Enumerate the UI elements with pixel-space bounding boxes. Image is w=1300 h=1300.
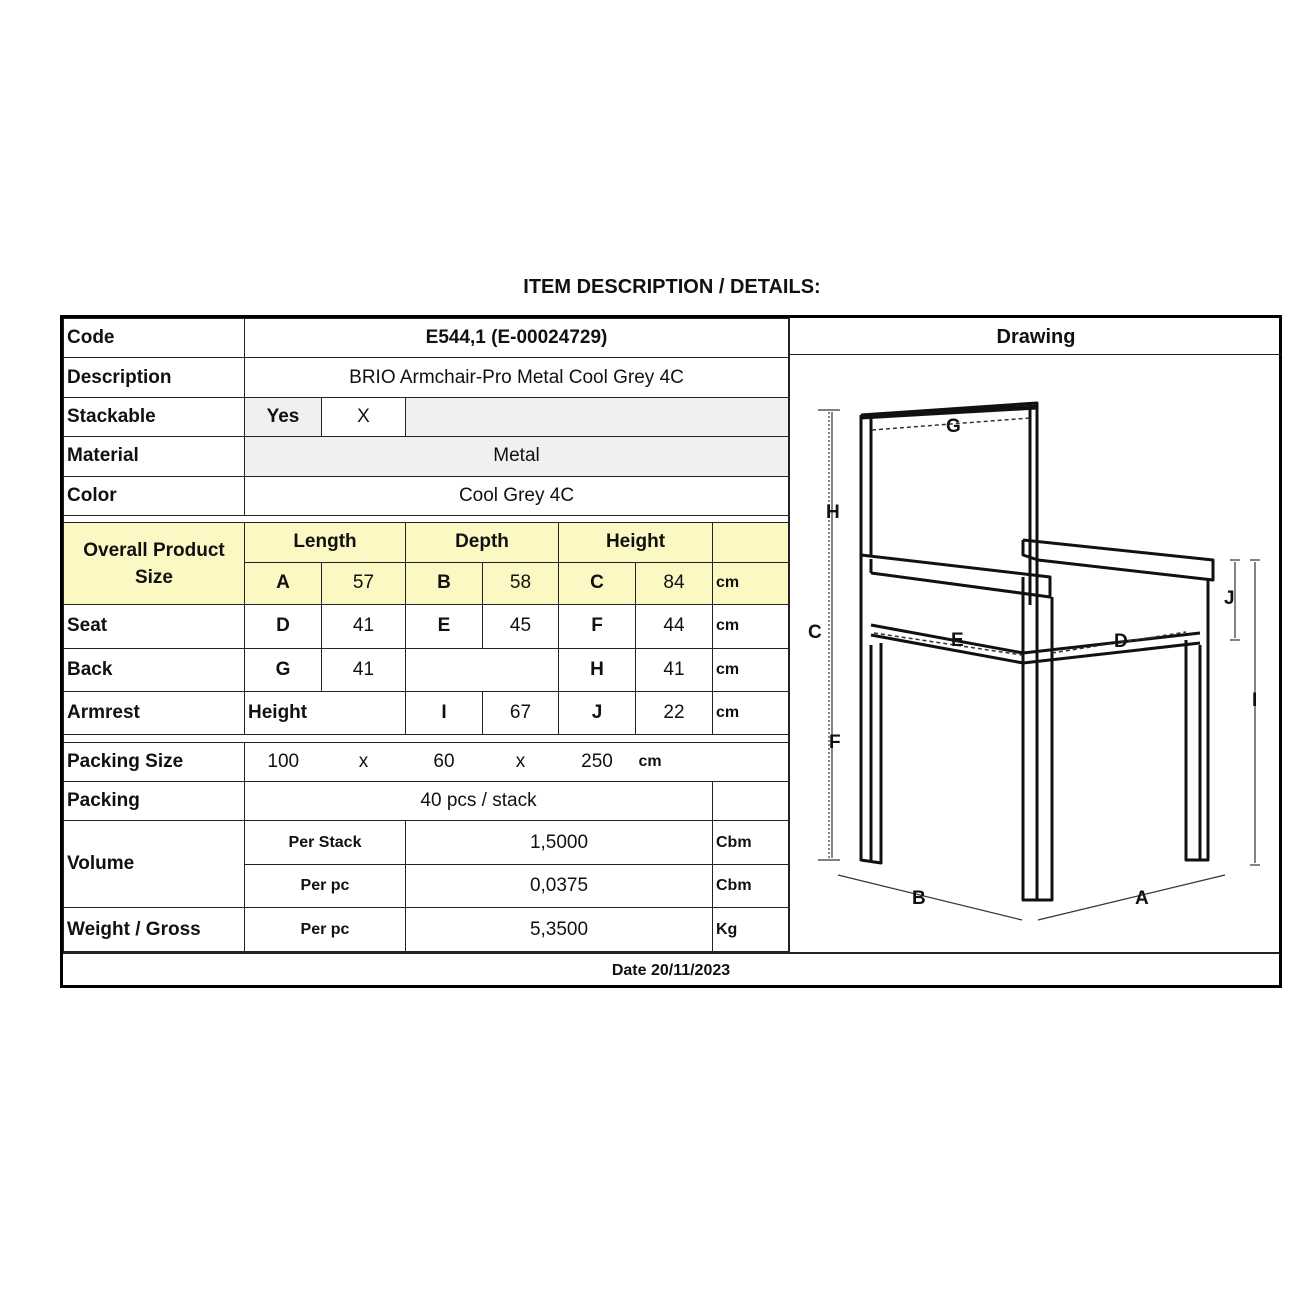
dim-e-line [874,633,1022,655]
weight-value: 5,3500 [406,908,713,952]
code-row [64,319,789,358]
armrest-row [64,692,789,735]
code-label: Code [64,319,245,358]
packing-size-unit: cm [636,742,789,781]
weight-per-pc-label: Per pc [245,908,406,952]
volume-stack-unit: Cbm [713,821,789,864]
value-b: 58 [483,562,559,604]
value-g: 41 [322,648,406,691]
drawing-letter-f: F [829,732,841,753]
depth-header: Depth [406,523,559,562]
drawing-letter-c: C [808,622,822,643]
armrest-unit: cm [713,692,789,735]
packing-size-row [64,742,789,781]
seat-unit: cm [713,605,789,648]
weight-unit: Kg [713,908,789,952]
packing-height: 250 [559,742,636,781]
letter-j: J [559,692,636,735]
stackable-row [64,397,789,436]
per-stack-value: 1,5000 [406,821,713,864]
stackable-blank [406,397,789,436]
value-f: 44 [636,605,713,648]
packing-x1: x [322,742,406,781]
chair-drawing [790,355,1282,952]
drawing-letter-i: I [1252,690,1258,711]
drawing-letter-a: A [1135,888,1149,909]
length-header: Length [245,523,406,562]
letter-c: C [559,562,636,604]
armrest-label: Armrest [64,692,245,735]
drawing-area [788,355,1282,952]
drawing-letter-h: H [826,502,840,523]
volume-stack-row [64,821,789,864]
unit-header-blank [713,523,789,562]
material-value: Metal [245,437,789,476]
date-footer: Date 20/11/2023 [63,952,1279,985]
packing-width: 60 [406,742,483,781]
stackable-answer: Yes [245,397,322,436]
letter-g: G [245,648,322,691]
packing-row [64,781,789,820]
drawing-letter-b: B [912,888,926,909]
value-d: 41 [322,605,406,648]
weight-row [64,908,789,952]
packing-size-label: Packing Size [64,742,245,781]
description-row [64,358,789,397]
code-value: E544,1 (E-00024729) [245,319,789,358]
value-c: 84 [636,562,713,604]
stackable-label: Stackable [64,397,245,436]
drawing-letter-g: G [946,416,961,437]
packing-value: 40 pcs / stack [245,781,713,820]
value-i: 67 [483,692,559,735]
chair-front-left-leg [861,559,881,863]
letter-f: F [559,605,636,648]
armrest-sub: Height [245,692,406,735]
volume-label: Volume [64,821,245,908]
spec-table [63,318,789,952]
back-row [64,648,789,691]
drawing-header: Drawing [788,318,1282,355]
back-label: Back [64,648,245,691]
value-a: 57 [322,562,406,604]
back-blank [406,648,559,691]
color-row [64,476,789,515]
packing-blank [713,781,789,820]
letter-d: D [245,605,322,648]
spacer [64,516,789,523]
color-value: Cool Grey 4C [245,476,789,515]
chair-right-leg [1186,580,1208,860]
spec-sheet [60,315,1282,988]
weight-label: Weight / Gross [64,908,245,952]
per-stack-label: Per Stack [245,821,406,864]
volume-per-pc-value: 0,0375 [406,864,713,907]
document-title: ITEM DESCRIPTION / DETAILS: [523,276,821,298]
material-row [64,437,789,476]
letter-e: E [406,605,483,648]
value-j: 22 [636,692,713,735]
material-label: Material [64,437,245,476]
volume-pc-unit: Cbm [713,864,789,907]
description-value: BRIO Armchair-Pro Metal Cool Grey 4C [245,358,789,397]
value-h: 41 [636,648,713,691]
seat-row [64,605,789,648]
chair-front-corner-leg [1023,577,1052,900]
stackable-mark: X [322,397,406,436]
letter-a: A [245,562,322,604]
height-header: Height [559,523,713,562]
packing-label: Packing [64,781,245,820]
description-label: Description [64,358,245,397]
seat-label: Seat [64,605,245,648]
value-e: 45 [483,605,559,648]
overall-label: Overall Product Size [64,523,245,605]
overall-header-row [64,523,789,562]
letter-h: H [559,648,636,691]
drawing-letter-j: J [1224,588,1235,609]
drawing-letter-e: E [951,630,964,651]
back-unit: cm [713,648,789,691]
letter-i: I [406,692,483,735]
chair-right-armrest [1023,540,1213,580]
volume-per-pc-label: Per pc [245,864,406,907]
overall-unit: cm [713,562,789,604]
packing-x2: x [483,742,559,781]
spacer [64,735,789,742]
color-label: Color [64,476,245,515]
packing-length: 100 [245,742,322,781]
letter-b: B [406,562,483,604]
drawing-letter-d: D [1114,631,1128,652]
